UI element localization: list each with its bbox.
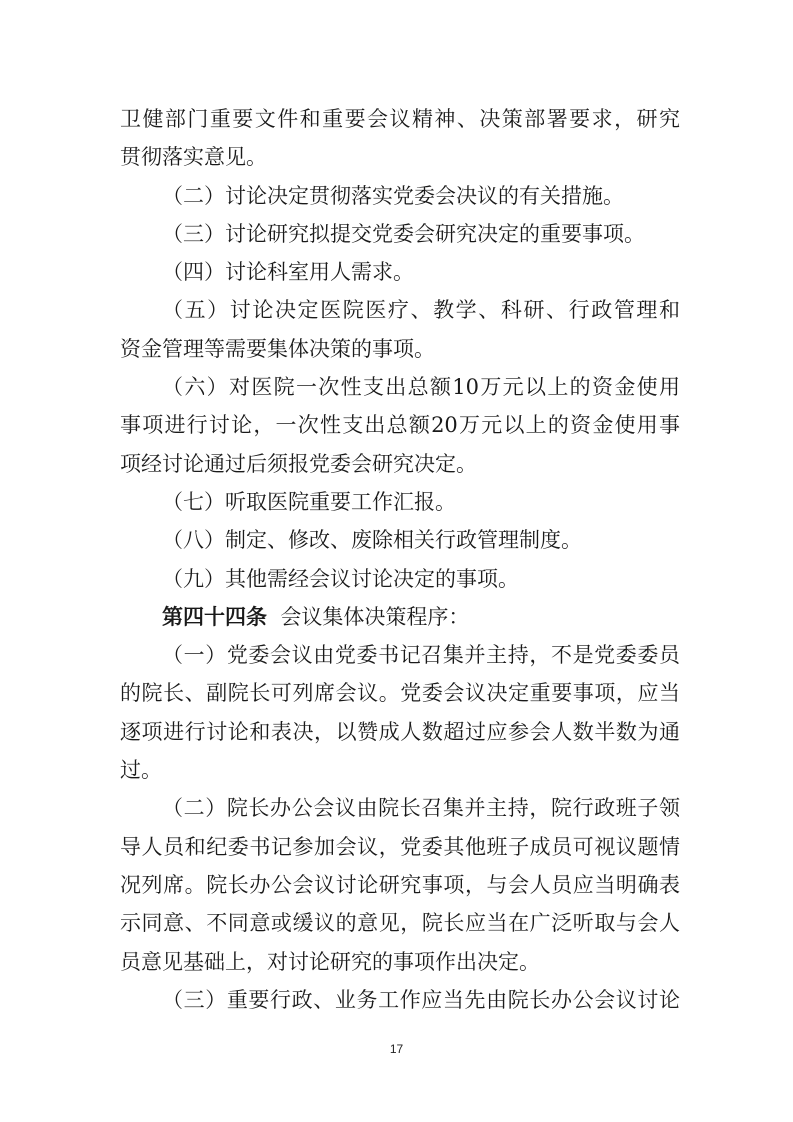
article-line [120, 598, 680, 636]
text-line: （一）党委会议由党委书记召集并主持，不是党委委员 [162, 643, 680, 668]
text-line: 员意见基础上，对讨论研究的事项作出决定。 [120, 949, 540, 974]
text-line: 过。 [120, 758, 162, 783]
text-line: （三）讨论研究拟提交党委会研究决定的重要事项。 [162, 221, 645, 246]
text-line: （三）重要行政、业务工作应当先由院长办公会议讨论 [162, 987, 680, 1012]
text-line: 的院长、副院长可列席会议。党委会议决定重要事项，应当 [120, 681, 680, 706]
document-body [120, 100, 680, 1019]
text-line: （五）讨论决定医院医疗、教学、科研、行政管理和 [162, 298, 680, 323]
text-line: （二）讨论决定贯彻落实党委会决议的有关措施。 [162, 183, 624, 208]
article-heading: 第四十四条 [162, 604, 267, 629]
paragraph-group [120, 636, 680, 1019]
paragraph-group [120, 100, 680, 598]
text-line: 项经讨论通过后须报党委会研究决定。 [120, 451, 477, 476]
text-line: 贯彻落实意见。 [120, 145, 267, 170]
page-number: 17 [389, 1042, 404, 1056]
text-line: （四）讨论科室用人需求。 [162, 260, 414, 285]
text-line: 示同意、不同意或缓议的意见，院长应当在广泛听取与会人 [120, 911, 680, 936]
text-line: 导人员和纪委书记参加会议，党委其他班子成员可视议题情 [120, 834, 680, 859]
text-line: 况列席。院长办公会议讨论研究事项，与会人员应当明确表 [120, 872, 680, 897]
text-line: （九）其他需经会议讨论决定的事项。 [162, 566, 519, 591]
text-line: （二）院长办公会议由院长召集并主持，院行政班子领 [162, 796, 680, 821]
text-line: （七）听取医院重要工作汇报。 [162, 489, 456, 514]
article-text: 会议集体决策程序： [280, 604, 470, 629]
text-line: （八）制定、修改、废除相关行政管理制度。 [162, 528, 582, 553]
text-line: 资金管理等需要集体决策的事项。 [120, 336, 435, 361]
text-line: 卫健部门重要文件和重要会议精神、决策部署要求，研究 [120, 107, 680, 131]
text-line: 事项进行讨论，一次性支出总额20万元以上的资金使用事 [120, 413, 680, 438]
text-line: （六）对医院一次性支出总额10万元以上的资金使用 [162, 375, 680, 400]
text-line: 逐项进行讨论和表决，以赞成人数超过应参会人数半数为通 [120, 719, 680, 744]
